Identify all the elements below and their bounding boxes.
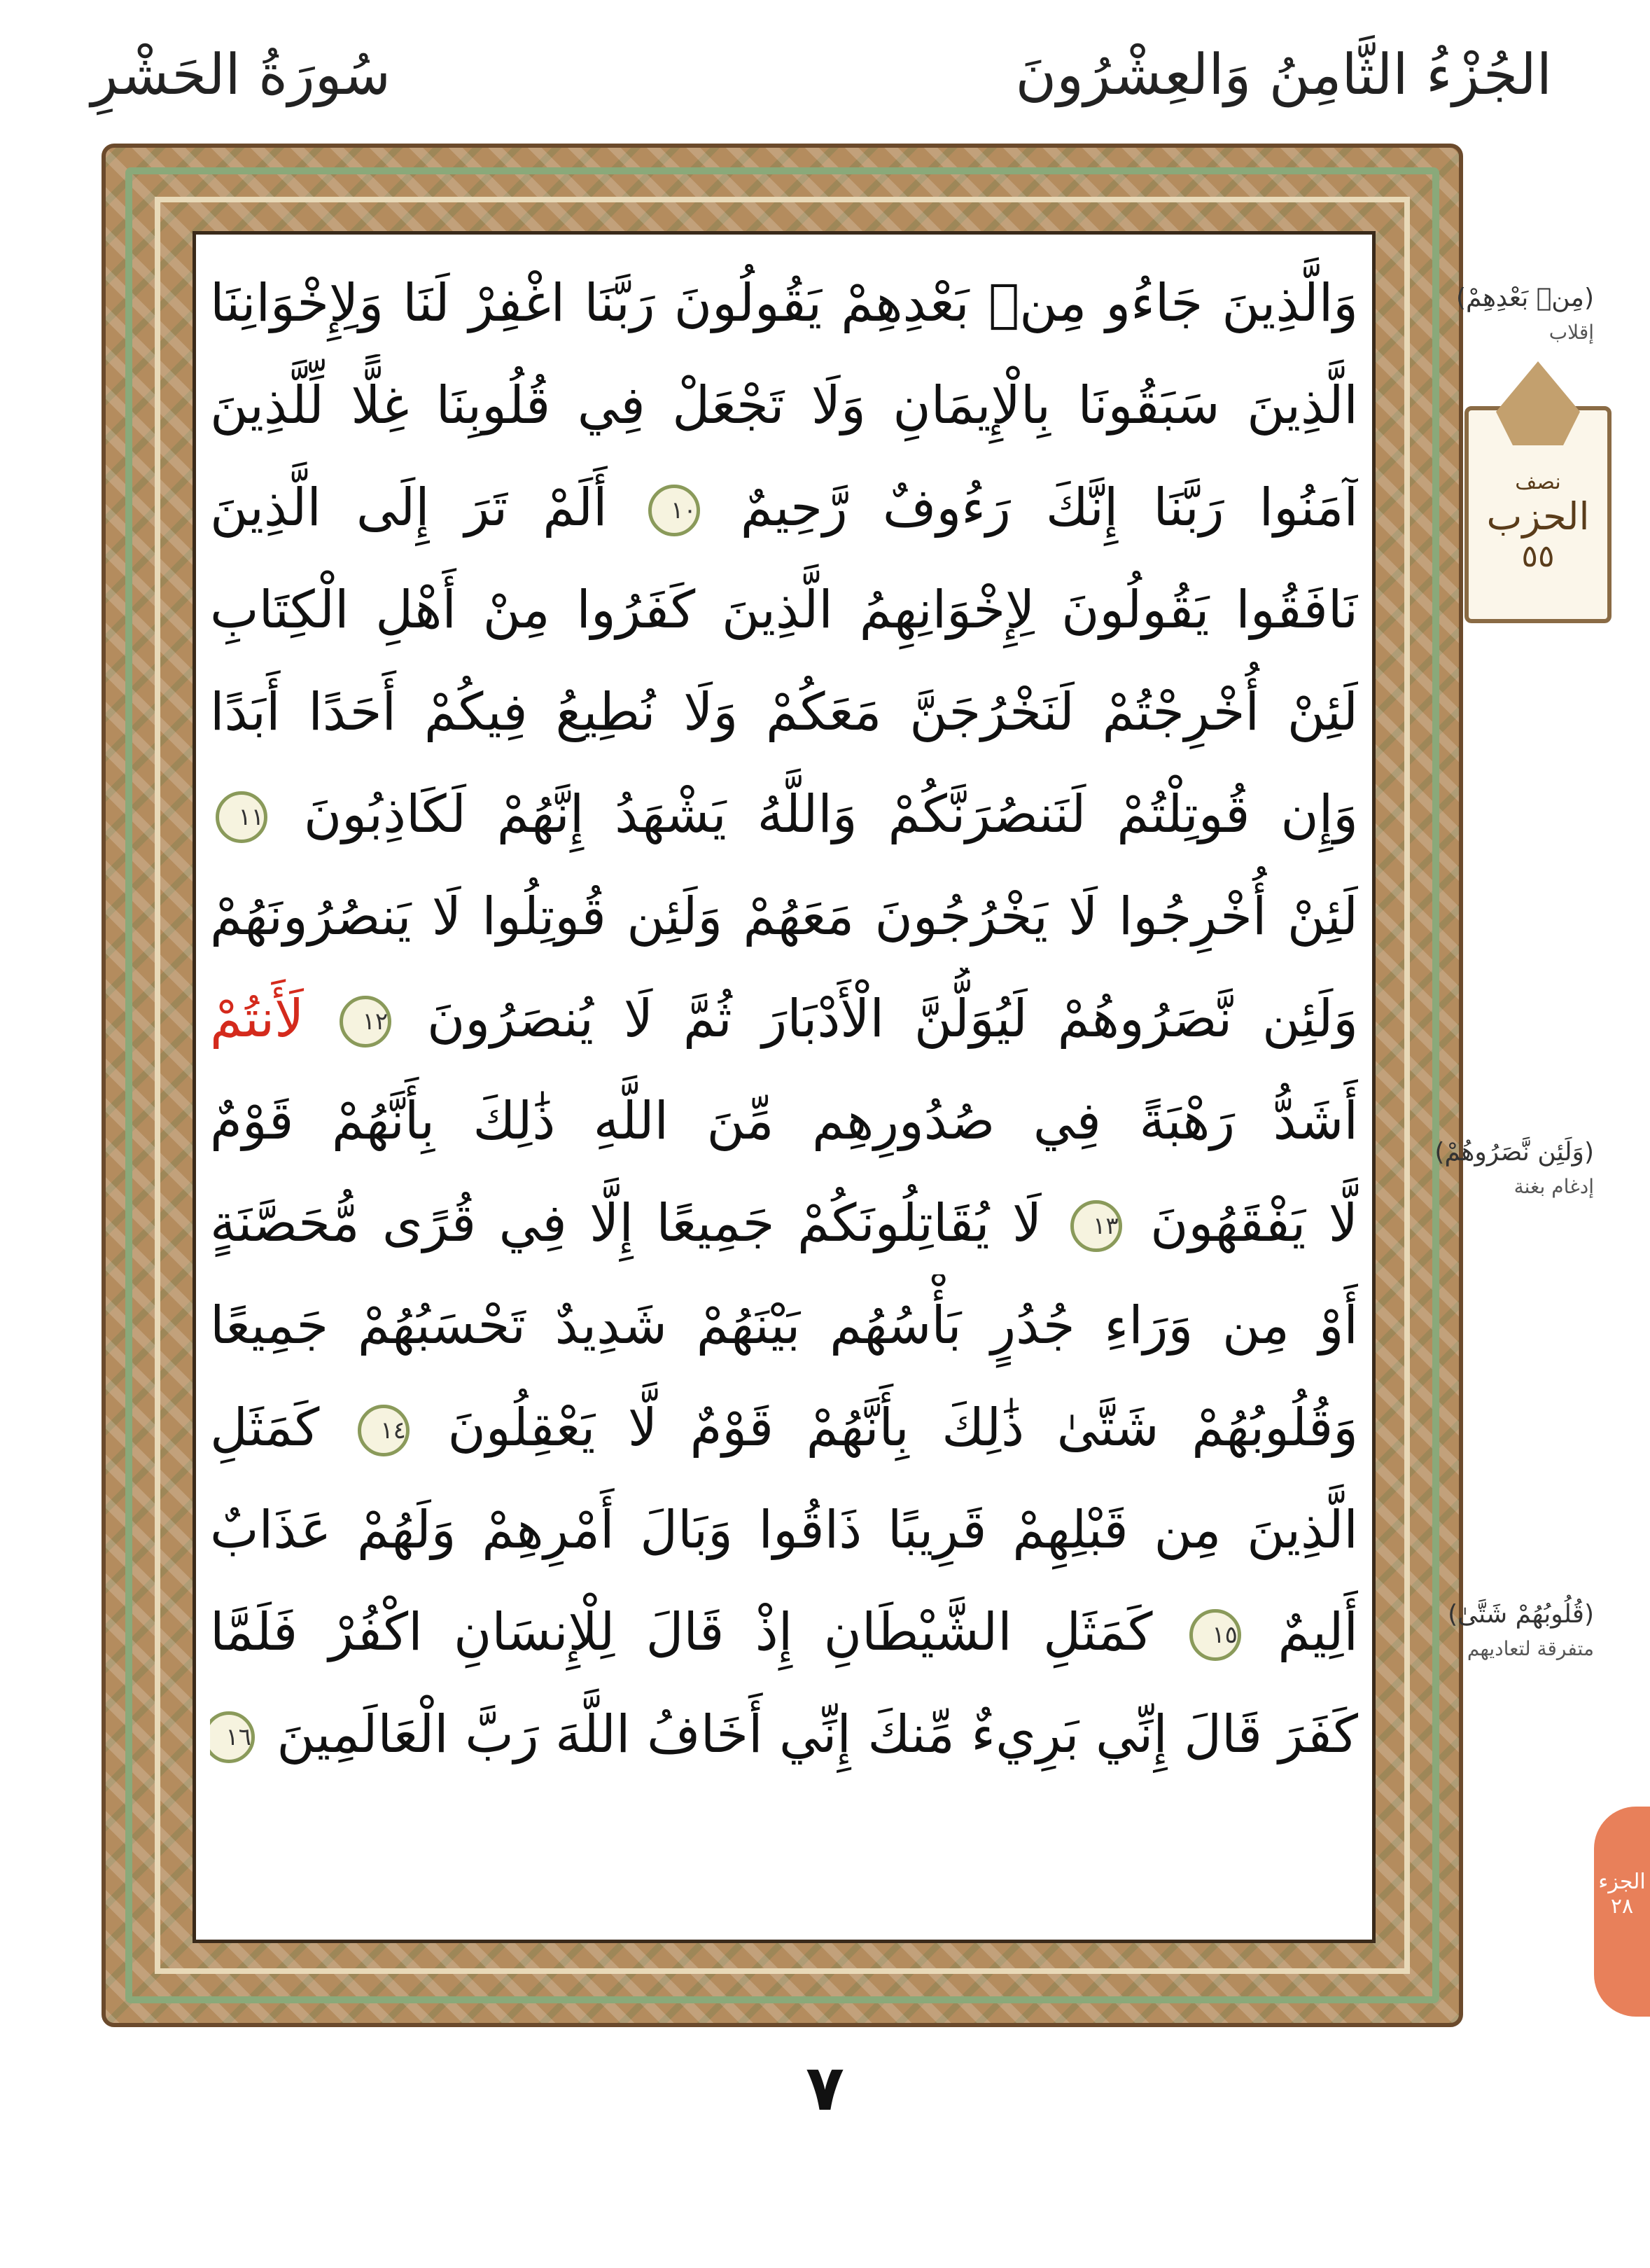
page-number: ٧ [806,2052,844,2125]
text-line-8: وَلَئِن نَّصَرُوهُمْ لَيُوَلُّنَّ الْأَدْبَارَ ثُمَّ لَا يُنصَرُونَ ١٢ لَأَنتُمْ [210,989,1358,1049]
ayah-marker-16: ١٦ [210,1711,255,1763]
ayah-marker-13: ١٣ [1070,1200,1122,1252]
quran-text [210,252,1358,1919]
text-line-11: أَوْ مِن وَرَاءِ جُدُرٍ بَأْسُهُم بَيْنَهُمْ شَدِيدٌ تَحْسَبُهُمْ جَمِيعًا [210,1295,1358,1356]
badge-ornament [1496,361,1580,445]
text-line-5: لَئِنْ أُخْرِجْتُمْ لَنَخْرُجَنَّ مَعَكُمْ وَلَا نُطِيعُ فِيكُمْ أَحَدًا أَبَدًا [210,682,1358,742]
text-line-2: الَّذِينَ سَبَقُونَا بِالْإِيمَانِ وَلَا تَجْعَلْ فِي قُلُوبِنَا غِلًّا لِّلَّذِينَ [210,375,1358,436]
ayah-marker-11: ١١ [216,791,267,843]
text-line-7: لَئِنْ أُخْرِجُوا لَا يَخْرُجُونَ مَعَهُمْ وَلَئِن قُوتِلُوا لَا يَنصُرُونَهُمْ [210,886,1358,947]
ayah-marker-12: ١٢ [340,996,391,1048]
hizb-marker: نصف الحزب ٥٥ [1464,406,1611,623]
text-line-10: لَّا يَفْقَهُونَ ١٣ لَا يُقَاتِلُونَكُمْ جَمِيعًا إِلَّا فِي قُرًى مُّحَصَّنَةٍ [210,1193,1358,1253]
text-line-15: كَفَرَ قَالَ إِنِّي بَرِيءٌ مِّنكَ إِنِّي أَخَافُ اللَّهَ رَبَّ الْعَالَمِينَ ١٦ [210,1683,1358,1786]
text-line-12: وَقُلُوبُهُمْ شَتَّىٰ ذَٰلِكَ بِأَنَّهُمْ قَوْمٌ لَّا يَعْقِلُونَ ١٤ كَمَثَلِ [210,1398,1358,1458]
ayah-marker-10: ١٠ [648,485,700,536]
text-line-3: آمَنُوا رَبَّنَا إِنَّكَ رَءُوفٌ رَّحِيمٌ ١٠ أَلَمْ تَرَ إِلَى الَّذِينَ [210,478,1358,538]
margin-note-idgham: (وَلَئِن نَّصَرُوهُمْ) إدغام بغنة [1434,1138,1594,1198]
text-line-6: وَإِن قُوتِلْتُمْ لَنَنصُرَنَّكُمْ وَاللَّهُ يَشْهَدُ إِنَّهُمْ لَكَاذِبُونَ ١١ [210,763,1358,865]
text-line-4: نَافَقُوا يَقُولُونَ لِإِخْوَانِهِمُ الَّذِينَ كَفَرُوا مِنْ أَهْلِ الْكِتَابِ [210,580,1358,640]
margin-note-shatta: (قُلُوبُهُمْ شَتَّىٰ) متفرقة لتعاديهم [1448,1600,1594,1660]
surah-title: سُورَةُ الحَشْرِ [91,42,391,107]
text-line-14: أَلِيمٌ ١٥ كَمَثَلِ الشَّيْطَانِ إِذْ قَالَ لِلْإِنسَانِ اكْفُرْ فَلَمَّا [210,1602,1358,1662]
text-line-1: وَالَّذِينَ جَاءُو مِنۢ بَعْدِهِمْ يَقُولُونَ رَبَّنَا اغْفِرْ لَنَا وَلِإِخْوَانِنَا [210,273,1358,333]
juz-title: الجُزْءُ الثَّامِنُ وَالعِشْرُونَ [1015,42,1552,107]
margin-note-iqlab: (مِنۢ بَعْدِهِمْ) إقلاب [1455,284,1594,344]
text-line-9: أَشَدُّ رَهْبَةً فِي صُدُورِهِم مِّنَ اللَّهِ ذَٰلِكَ بِأَنَّهُمْ قَوْمٌ [210,1091,1358,1151]
juz-tab[interactable]: الجزء ٢٨ [1594,1807,1650,2017]
ayah-marker-14: ١٤ [358,1405,410,1456]
ayah-marker-15: ١٥ [1189,1609,1241,1661]
text-line-13: الَّذِينَ مِن قَبْلِهِمْ قَرِيبًا ذَاقُوا وَبَالَ أَمْرِهِمْ وَلَهُمْ عَذَابٌ [210,1500,1358,1560]
